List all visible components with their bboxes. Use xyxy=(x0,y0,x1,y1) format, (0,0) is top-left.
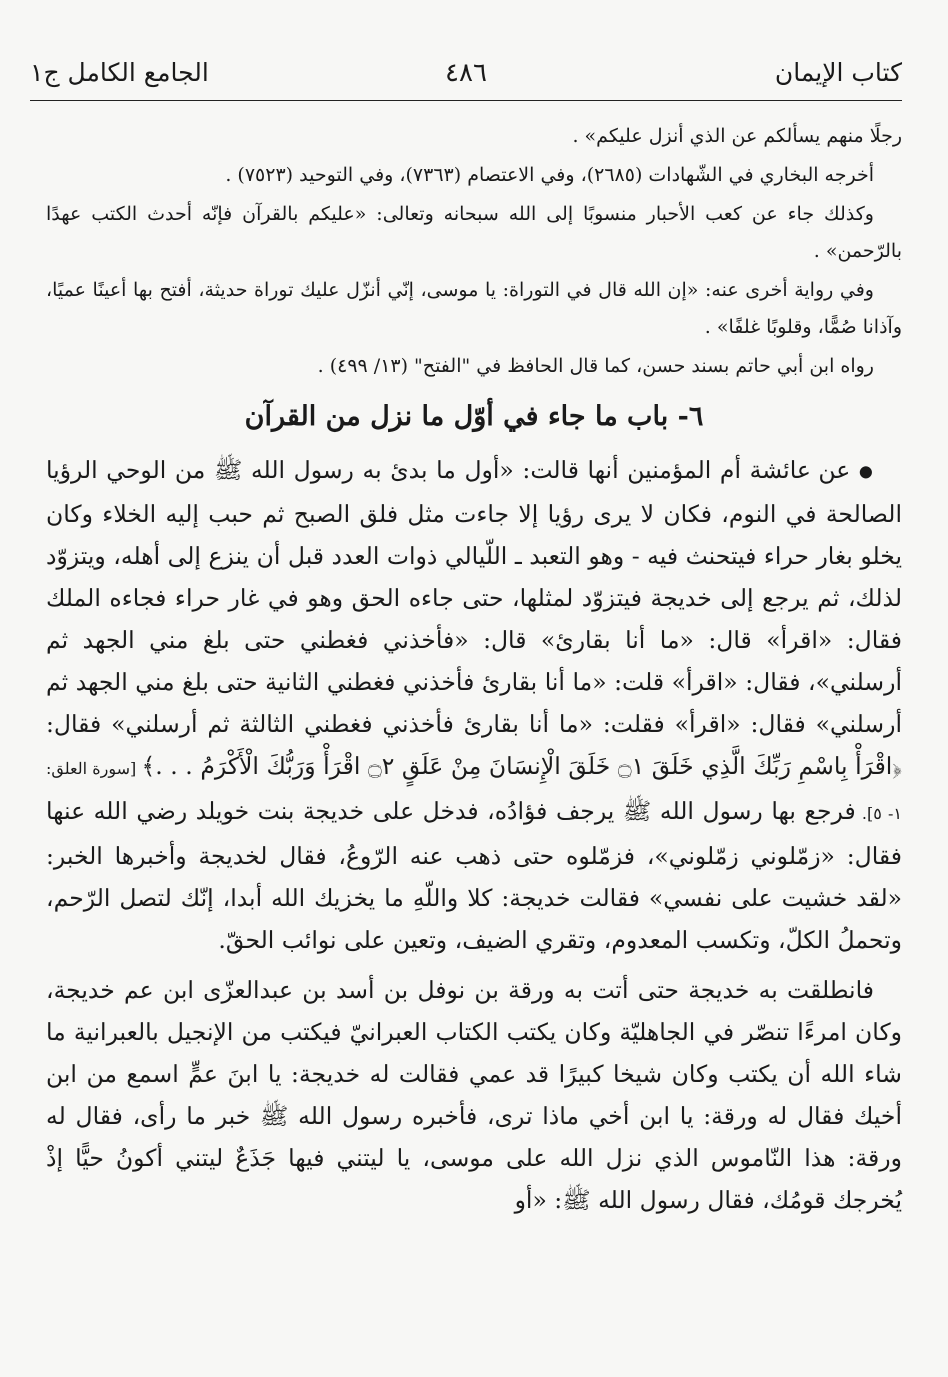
footnote-line: وكذلك جاء عن كعب الأحبار منسوبًا إلى الله سبحانه وتعالى: «عليكم بالقرآن فإنّه أحدث الكتب عهدًا بالرّحمن» . xyxy=(46,203,902,262)
header-rule xyxy=(30,100,902,101)
quran-verse: ﴿اقْرَأْ بِاسْمِ رَبِّكَ الَّذِي خَلَقَ ۝١ خَلَقَ الْإِنسَانَ مِنْ عَلَقٍ ۝٢ اقْرَأْ وَرَبُّكَ الْأَكْرَمُ . . .﴾ xyxy=(141,751,902,780)
footnote-line: رجلًا منهم يسألكم عن الذي أنزل عليكم» . xyxy=(572,125,902,147)
footnote-line: وفي رواية أخرى عنه: «إن الله قال في التوراة: يا موسى، إنّي أنزّل عليك توراة حديثة، أفتح بها أعينًا عميًا، وآذانا صُمًّا، وقلوبًا غلفًا» . xyxy=(46,279,902,338)
hadith-text: عن عائشة أم المؤمنين أنها قالت: «أول ما بدئ به رسول الله ﷺ من الوحي الرؤيا الصالحة في النوم، فكان لا يرى رؤيا إلا جاءت مثل فلق الصبح ثم حبب إليه الخلاء وكان يخلو بغار حراء فيتحنث فيه - وهو التعبد ـ اللّيالي ذوات العدد قبل أن ينزع إلى أهله، ويتزوّد لذلك، ثم يرجع إلى خديجة فيتزوّد لمثلها، حتى جاءه الحق وهو في غار حراء فجاءه الملك فقال: «اقرأ» قال: «ما أنا بقارئ» قال: «فأخذني فغطني حتى بلغ مني الجهد ثم أرسلني»، فقال: «اقرأ» قلت: «ما أنا بقارئ فأخذني فغطني الثانية حتى بلغ مني الجهد ثم أرسلني» فقال: «اقرأ» فقلت: «ما أنا بقارئ فأخذني فغطني الثالثة ثم أرسلني» فقال: xyxy=(46,456,902,738)
paragraph: فانطلقت به خديجة حتى أتت به ورقة بن نوفل بن أسد بن عبدالعزّى ابن عم خديجة، وكان امرءًا تنصّر في الجاهليّة وكان يكتب الكتاب العبرانيّ فيكتب من الإنجيل بالعبرانية ما شاء الله أن يكتب وكان شيخا كبيرًا قد عمي فقالت له خديجة: يا ابنَ عمٍّ اسمع من ابن أخيك فقال له ورقة: يا ابن أخي ماذا ترى، فأخبره رسول الله ﷺ خبر ما رأى، فقال له ورقة: هذا النّاموس الذي نزل الله على موسى، يا ليتني فيها جَذَعٌ ليتني أكونُ حيًّا إذْ يُخرجك قومُك، فقال رسول الله ﷺ: «أو xyxy=(46,975,902,1214)
section-heading: ٦- باب ما جاء في أوّل ما نزل من القرآن xyxy=(244,401,704,432)
page-body xyxy=(46,118,902,1221)
chapter-title: كتاب الإيمان xyxy=(774,58,902,87)
page-number: ٤٨٦ xyxy=(445,58,487,88)
verse-reference: [سورة العلق: ١- ٥]. xyxy=(46,758,903,823)
hadith-paragraph xyxy=(46,449,902,961)
bullet-icon: ● xyxy=(858,461,874,481)
footnote-line: رواه ابن أبي حاتم بسند حسن، كما قال الحافظ في "الفتح" (١٣/ ٤٩٩) . xyxy=(317,355,874,377)
book-title: الجامع الكامل ج١ xyxy=(30,58,209,87)
hadith-text-continued: فرجع بها رسول الله ﷺ يرجف فؤادُه، فدخل على خديجة بنت خويلد رضي الله عنها فقال: «زمّلوني زمّلوني»، فزمّلوه حتى ذهب عنه الرّوعُ، فقال لخديجة وأخبرها الخبر: «لقد خشيت على نفسي» فقالت خديجة: كلا واللّهِ ما يخزيك الله أبدا، إنّك لتصل الرّحم، وتحملُ الكلّ، وتكسب المعدوم، وتقري الضيف، وتعين على نوائب الحقّ. xyxy=(46,796,902,954)
running-header xyxy=(30,58,902,98)
footnote-line: أخرجه البخاري في الشّهادات (٢٦٨٥)، وفي الاعتصام (٧٣٦٣)، وفي التوحيد (٧٥٢٣) . xyxy=(225,164,874,186)
